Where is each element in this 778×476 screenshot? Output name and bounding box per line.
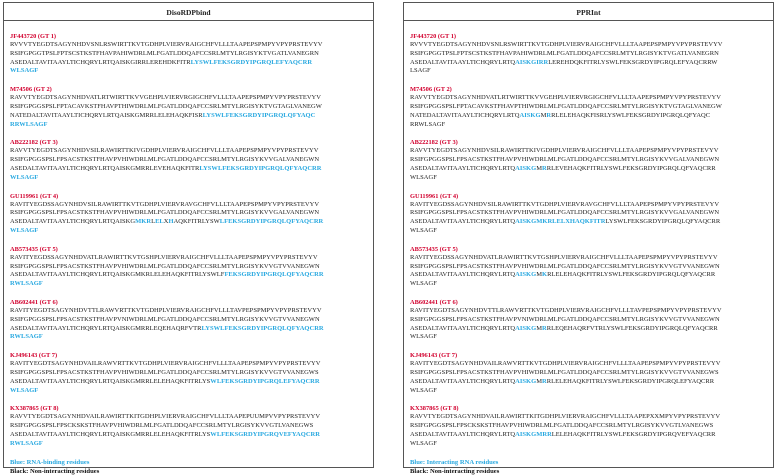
legend-blue-entry: Blue: Interacting RNA residues (410, 458, 499, 466)
residues: RAVITYEGDSSAGYNHDVATLRAWIRTTKVTGSHPLVIERVRAIGCHFVLLLTAAPEPSPMPYVPYPRSTEVYV (410, 253, 718, 261)
highlighted-residues: AISKGMRR (515, 430, 552, 438)
sequence-line (410, 209, 767, 218)
sequence-line (10, 209, 367, 218)
residues: RSIFGPGGSPSLFPSACSTKSTFHAVPVHIWDRLMLFGATLDDQAFCCSRLMTYLRGISYKVVGTVVANEGWS (410, 368, 719, 376)
residues: RLELEHAQKFITRLYSWLFEKSGRDYIPGRQLEFYAQCRR (546, 377, 715, 385)
residues: WLSAGF (410, 173, 437, 181)
residues: RAVITYEGDTSAGYNHDVTTLRAWVRTTKVTGDHPLVIERVRAIGCHFVLLLTAVPEPSPMPYVPYPRSTEVYV (10, 306, 322, 314)
residues: RAVITYEGDSSAGYNHDVSILRAWIRTTKVTGDHPLVIERVRAVGCHFVLLLTAAPEPSPMPYVPYPRSTEVYV (10, 200, 320, 208)
legend-black-entry: Black: Non-interacting residues (410, 467, 500, 475)
highlighted-residues: R (542, 164, 547, 172)
accession-label: M74506 (GT 2) (410, 86, 452, 94)
highlighted-residues: RWLSAGF (10, 439, 43, 447)
residues: RSIFGPGGTPSLFPTSCSTKSTFHAVPAHIWDRLMLFGATLDDQAFCCSRLMTYLRGISYKTVGATLVANEGRN (10, 49, 319, 57)
sequence-entry (10, 138, 367, 182)
sequence-line (10, 112, 367, 121)
sequence-entry (10, 32, 367, 76)
sequence-line (410, 360, 767, 369)
residues: RSIFGPGGSPSLFPSACSTKSTFHAVPVHIWDRLMLFGATLDDQAFCCSRLMTYLRGISYKVVGALVANEGWN (410, 156, 720, 164)
sequence-line (410, 254, 767, 263)
sequence-entry (10, 245, 367, 289)
residues: M (536, 377, 543, 385)
sequence-line (10, 165, 367, 174)
sequence-line (410, 440, 767, 449)
residues: RAVITYEGDTSAGYNHDVTTLRAWVRTTKVTGDHPLVIERVRAIGCHFVLLLTAVPEPSPMPYVPYPRSTEVYV (410, 306, 722, 314)
sequence-line (10, 174, 367, 183)
residues: RSIFGPGGSPSLFPSACSTKSTFHAVPVHIWDRLMLFGATLDDQAFCCSRLMTYLRGISYKVVGALVANEGWN (10, 156, 320, 164)
sequence-text (10, 41, 367, 76)
highlighted-residues: RRWLSAGF (10, 120, 48, 128)
sequence-entry (410, 192, 767, 236)
sequence-line (10, 94, 367, 103)
highlighted-residues: RWLSAGF (10, 280, 43, 288)
residues: ASEDALTAVITAAYLTICHQRYLRTQ (410, 218, 516, 226)
accession-label: GU119961 (GT 4) (10, 192, 59, 200)
highlighted-residues: MKR (135, 218, 152, 226)
residues: RSIFGPGGSPSLFPSACSTKSTFHAVPVHIWDRLMLFGATLDDQAFCCSRLMTYLRGISYKVVGTVVANEGWS (10, 368, 319, 376)
residues: M (536, 164, 543, 172)
accession-label: AB222182 (GT 3) (410, 139, 458, 147)
sequence-line (410, 325, 767, 334)
accession-label: M74506 (GT 2) (10, 86, 52, 94)
residues: ASEDALTAVITAAYLTICHQRYLRTQAISKGMRRLELEHAQKFITRLYS (10, 430, 211, 438)
residues: LEREHDQKFITRLYSWLFEKSGRDYIPGRQLEFYAQCRRW (548, 58, 718, 66)
residues: RSIFGPGGSPSLFPSCKSKSTFHAVPVHIWDRLMLFGATLDDQAFCCSRLMTYLRGISYKVVGTLVANEGWS (10, 422, 314, 430)
residues: ASEDALTAVITAAYLTICHQRYLRTQAISKGIRRLEREHDKFITR (10, 58, 191, 66)
residues: RVVVTYEGDTSAGYNHDVSNLRSWIRTTKVTGDHPLVIERVRAIGCHFVLLLTAAPEPSPMPYVPYPRSTEVYV (10, 41, 323, 48)
residues: RLELEHAQKFITRLYSWLFEKSGRDYIPGRQLQFYAQCRR (547, 271, 716, 279)
sequence-line (410, 156, 767, 165)
residues: ASEDALTAVITAAYLTICHQRYLRTQ (410, 430, 516, 438)
sequence-line (410, 103, 767, 112)
residues: RAVITYEGDTSAGYNHDVAILRAWVRTTKVTGDHPLVIERVRAIGCHFVLLLTAAPEPSPMPYVPYPRSTEVYV (10, 360, 321, 368)
sequence-line (10, 263, 367, 272)
highlighted-residues: AISKGIRR (515, 58, 549, 66)
accession-label: KJ496143 (GT 7) (10, 352, 58, 360)
accession-label: JF443720 (GT 1) (410, 33, 457, 40)
legend-blue-entry: Blue: RNA-binding residues (10, 458, 90, 466)
residues: RAVITYEGDTSAGYNHDVAILRAWVRTTKVTGDHPLVIERVRAIGCHFVLLLTAAPEPSPMPYVPYPRSTEVYV (410, 360, 721, 368)
sequence-line (410, 201, 767, 210)
sequence-text (410, 41, 767, 76)
sequence-text (410, 413, 767, 448)
sequence-line (10, 360, 367, 369)
accession-label: GU119961 (GT 4) (410, 192, 459, 200)
sequence-text (410, 147, 767, 182)
sequence-line (10, 333, 367, 342)
residues: RLELEHAQKFISRLYSWLFEKSGRDYIPGRQLQFYAQC (551, 111, 711, 119)
sequence-line (410, 41, 767, 50)
sequence-line (10, 387, 367, 396)
highlighted-residues: RWLSAGF (10, 333, 43, 341)
residues: NATEDALTAVITAAYLTICHQRYLRTQAISKGMRRLELEHAQKFISR (10, 111, 203, 119)
accession-label: KX387865 (GT 8) (410, 405, 459, 413)
residues: ASEDALTAVITAAYLTICHQRYLRTQAISKGMKRLELEHAQKFITRLYSWLF (10, 271, 225, 279)
residues: M (540, 111, 547, 119)
sequence-text (10, 307, 367, 342)
residues: X (163, 218, 169, 226)
sequence-line (10, 103, 367, 112)
residues: ASEDALTAVITAAYLTICHQRYLRTQAISKGMRRLEQEHAQRFVTR (10, 324, 202, 332)
sequence-entry (10, 404, 367, 448)
residues: RLEQEHAQRFVTRLYSWLFEKSGRDYIPGRQLQFYAQCRR (546, 324, 718, 332)
residues: RSIFGPGGSPSLFPSACSTKSTFHAVPVHIWDRLMLFGATLDDQAFCCSRLMTYLRGISYKVVGALVANEGWN (10, 209, 320, 217)
sequence-entry (410, 85, 767, 129)
residues: RAVVTYEGDTSAGYNHDVAILRAWIRTTKITGDHPLVIERVRAIGCHFVLLLTAAPEPUUMPVVPYPRSTEVYV (10, 413, 321, 421)
residues: WLSAGF (410, 333, 437, 341)
highlighted-residues: R (542, 377, 547, 385)
residues: ASEDALTAVITAAYLTICHQRYLRTQ (410, 271, 516, 279)
sequence-text (10, 94, 367, 129)
panel-title: DisoRDPbind (166, 8, 211, 17)
sequence-line (10, 422, 367, 431)
residues: RRWLSAGF (410, 120, 446, 128)
legend (410, 458, 767, 476)
sequence-entry (10, 351, 367, 395)
sequence-line (10, 316, 367, 325)
sequence-entry (10, 85, 367, 129)
highlighted-residues: AISKG (515, 377, 537, 385)
accession-label: AB222182 (GT 3) (10, 139, 58, 147)
sequence-line (410, 369, 767, 378)
sequence-line (410, 94, 767, 103)
residues: ASEDALTAVITAAYLTICHQRYLRTQ (410, 324, 516, 332)
residues: ASEDALTAVITAAYLTICHQRYLRTQAISKG (10, 218, 136, 226)
sequence-line (10, 280, 367, 289)
residues: ASEDALTAVITAAYLTICHQRYLRTQ (410, 377, 516, 385)
residues: WLSAGF (410, 280, 437, 288)
sequence-entry (410, 351, 767, 395)
sequence-line (410, 280, 767, 289)
highlighted-residues: WLFEKSGRDYIPGRQVEFYAQCRR (210, 430, 320, 438)
sequence-line (410, 422, 767, 431)
residues: RSIFGPGGSPSLFPTACAVKSTFHAVPTHIWDRLMLFGATLDDQAFCCSRLMTYLRGISYKTVGTAGLVANEGW (410, 102, 722, 110)
residues: AQKFITRLYSW (173, 218, 220, 226)
sequence-line (10, 121, 367, 130)
residues: WLSAGF (410, 386, 437, 394)
sequence-line (410, 227, 767, 236)
highlighted-residues: AISKG (515, 324, 537, 332)
sequence-entry (10, 298, 367, 342)
highlighted-residues: AISKGMKRLELXHAQKFITR (515, 218, 606, 226)
highlighted-residues: LYSWLFEKSGRDYIPGRQLQFYAQC (202, 111, 316, 119)
sequence-line (410, 263, 767, 272)
residues: WLSAGF (410, 439, 437, 447)
sequence-entry (410, 245, 767, 289)
sequence-line (10, 413, 367, 422)
sequence-line (10, 431, 367, 440)
accession-label: AB602441 (GT 6) (410, 298, 458, 306)
sequence-text (410, 254, 767, 289)
sequence-entry (410, 138, 767, 182)
residues: RSIFGPGGSPSLFPSACSTKSTFHAVPVHIWDRLMLFGATLDDQAFCCSRLMTYLRGISYKVVGALVANEGWN (410, 209, 720, 217)
residues: RAVVTYEGDTSAGYNHDVAILRAWIRTTKITGDHPLVIERVRAIGCHFVLLLTAAPEPXXMPYVPYPRSTEVYV (410, 413, 721, 421)
highlighted-residues: K (542, 271, 548, 279)
sequence-text (10, 254, 367, 289)
highlighted-residues: WLSAGF (10, 173, 39, 181)
accession-label: AB573435 (GT 5) (410, 245, 458, 253)
sequence-line (410, 121, 767, 130)
sequence-line (10, 369, 367, 378)
residues: RAVVTYEGDTSAGYNHDVSILRAWIRTTKIVGDHPLVIERVRAIGCHFVLLLTAAPEPSPMPYVPYPRSTEVYV (10, 147, 319, 155)
highlighted-residues: WLSAGF (10, 386, 39, 394)
highlighted-residues: LYSWLFEKSGRDYIPGRQLQFYAQCRR (201, 324, 324, 332)
residues: RAVITYEGDSSAGYNHDVATLRAWIRTTKVTGSHPLVIERVRAIGCHFVLLLTAAPEPSPMPYVPYPRSTEVYV (10, 253, 318, 261)
residues: RVVVTYEGDTSAGYNHDVSNLRSWIRTTKVTGDHPLVIERVRAIGCHFVLLLTAAPEPSPMPYVPYPRSTEVYV (410, 41, 723, 48)
residues: RSIFGPGGTPSLFPTSCSTKSTFHAVPAHIWDRLMLFGATLDDQAFCCSRLMTYLRGISYKTVGATLVANEGRN (410, 49, 719, 57)
highlighted-residues: EL (155, 218, 164, 226)
disordpbind-panel (3, 2, 374, 475)
sequence-entry (410, 32, 767, 76)
sequence-text (10, 360, 367, 395)
sequence-line (10, 271, 367, 280)
residues: L (151, 218, 156, 226)
sequence-line (410, 333, 767, 342)
legend (10, 458, 367, 476)
highlighted-residues: R (546, 111, 552, 119)
pprint-panel (403, 2, 774, 475)
residues: RSIFGPGGSPSLFPSCKSKSTFHAVPVHIWDRLMLFGATLDDQAFCCSRLMTYLRGISYKVVGTLVANEGWS (410, 422, 714, 430)
residues: RAVVTYEGDTSAGYNHDVATLRTWIRTTKVVGEHPLVIERVRGIGCHFVLLLTAAPEPSPMPYVPYPRSTEVYV (10, 94, 321, 102)
sequence-line (410, 431, 767, 440)
highlighted-residues: LYSWLFEKSGRDYIPGRQLQFYAQCRR (199, 164, 322, 172)
highlighted-residues: LFEKSGRDYIPGRQLQFYAQCRR (219, 218, 324, 226)
residues: LYSWLFEKSGRDYIPGRQLQFYAQCRR (605, 218, 721, 226)
accession-label: JF443720 (GT 1) (10, 33, 57, 40)
residues: RAVVTYEGDTSAGYNHDVSILRAWIRTTKIVGDHPLVIERVRAIGCHFVLLLTAAPEPSPMPYVPYPRSTEVYV (410, 147, 719, 155)
highlighted-residues: AISKG (515, 164, 537, 172)
highlighted-residues: AISKG (519, 111, 541, 119)
sequence-line (410, 316, 767, 325)
highlighted-residues: R (542, 324, 547, 332)
residues: RSIFGPGGSPSLFPSACSTKSTFHAVPVNIWDRLMLFGATLDDQAFCCSRLMTYLRGISYKVVGTVVANEGWN (410, 315, 720, 323)
sequence-line (10, 67, 367, 76)
residues: ASEDALTAVITAAYLTICHQRYLRTQAISKGMRRLEVEHAQKFITR (10, 164, 200, 172)
sequence-line (410, 50, 767, 59)
sequence-line (10, 307, 367, 316)
sequence-entry (10, 192, 367, 236)
panel-title: PPRInt (576, 8, 601, 17)
sequence-text (10, 413, 367, 448)
sequence-line (410, 387, 767, 396)
sequence-line (410, 271, 767, 280)
highlighted-residues: LYSWLFEKSGRDYIPGRQLEFYAQCRR (190, 58, 313, 66)
sequence-entry (410, 298, 767, 342)
sequence-line (10, 254, 367, 263)
sequence-line (10, 41, 367, 50)
sequence-line (410, 165, 767, 174)
residues: ASEDALTAVITAAYLTICHQRYLRTQ (410, 164, 516, 172)
sequence-line (410, 218, 767, 227)
sequence-line (10, 227, 367, 236)
sequence-line (10, 440, 367, 449)
sequence-text (10, 147, 367, 182)
residues: LELEHAQKFITRLYSWLFEKSGRDYIPGRQVEFYAQCRR (551, 430, 716, 438)
sequence-line (10, 59, 367, 68)
residues: RAVITYEGDSSAGYNHDVSILRAWIRTTKVTGDHPLVIERVRAVGCHFVLLLTAAPEPSPMPYVPYPRSTEVYV (410, 200, 720, 208)
sequence-text (10, 201, 367, 236)
entry-list (4, 21, 373, 476)
sequence-line (410, 378, 767, 387)
residues: RSIFGPGGSPSLFPTACAVKSTFHAVPTHIWDRLMLFGATLDDQAFCCSRLMTYLRGISYKTVGTAGLVANEGW (10, 102, 322, 110)
sequence-line (10, 147, 367, 156)
highlighted-residues: WLSAGF (10, 226, 39, 234)
residues: WLSAGF (410, 226, 437, 234)
sequence-line (410, 112, 767, 121)
highlighted-residues: WLFEKSGRDYIPGRQLEFYAQCRR (210, 377, 320, 385)
highlighted-residues: AISKG (515, 271, 537, 279)
residues: RSIFGPGGSPSLFPSACSTKSTFHAVPVNIWDRLMLFGATLDDQAFCCSRLMTYLRGISYKVVGTVVANEGWN (10, 315, 320, 323)
sequence-line (410, 59, 767, 68)
sequence-line (10, 201, 367, 210)
highlighted-residues: H (168, 218, 174, 226)
residues: ASEDALTAVITAAYLTICHQRYLRTQ (410, 58, 516, 66)
sequence-entry (410, 404, 767, 448)
highlighted-residues: WLSAGF (10, 67, 39, 75)
highlighted-residues: FEKSGRDYIPGRQLQFYAQCRR (224, 271, 324, 279)
residues: RSIFGPGGSPSLFPSACSTKSTFHAVPVHIWDRLMLFGATLDDQAFCCSRLMTYLRGISYKVVGTVVANEGWN (10, 262, 320, 270)
residues: LSAGF (410, 67, 431, 75)
legend-black-entry: Black: Non-interacting residues (10, 467, 100, 475)
residues: NATEDALTAVITAAYLTICHQRYLRTQ (410, 111, 520, 119)
residues: RLEVEHAQKFITRLYSWLFEKSGRDYIPGRQLQFYAQCRR (546, 164, 716, 172)
sequence-line (410, 307, 767, 316)
residues: M (536, 271, 543, 279)
accession-label: AB573435 (GT 5) (10, 245, 58, 253)
residues: RSIFGPGGSPSLFPSACSTKSTFHAVPVHIWDRLMLFGATLDDQAFCCSRLMTYLRGISYKVVGTVVANEGWN (410, 262, 720, 270)
residues: RAVVTYEGDTSAGYNHDVATLRTWIRTTKVVGEHPLVIERVRGIGCHFVLLLTAAPEPSPMPYVPYPRSTEVYV (410, 94, 721, 102)
sequence-text (410, 201, 767, 236)
sequence-line (410, 174, 767, 183)
sequence-line (410, 147, 767, 156)
residues: M (536, 324, 543, 332)
accession-label: AB602441 (GT 6) (10, 298, 58, 306)
sequence-line (10, 50, 367, 59)
sequence-line (410, 413, 767, 422)
accession-label: KX387865 (GT 8) (10, 405, 59, 413)
sequence-text (410, 307, 767, 342)
sequence-text (410, 360, 767, 395)
sequence-text (410, 94, 767, 129)
sequence-line (10, 156, 367, 165)
sequence-line (10, 218, 367, 227)
entry-list (404, 21, 773, 476)
sequence-line (410, 67, 767, 76)
residues: ASEDALTAVITAAYLTICHQRYLRTQAISKGMRRLELEHAQKFITRLYS (10, 377, 211, 385)
sequence-line (10, 325, 367, 334)
accession-label: KJ496143 (GT 7) (410, 352, 458, 360)
sequence-line (10, 378, 367, 387)
